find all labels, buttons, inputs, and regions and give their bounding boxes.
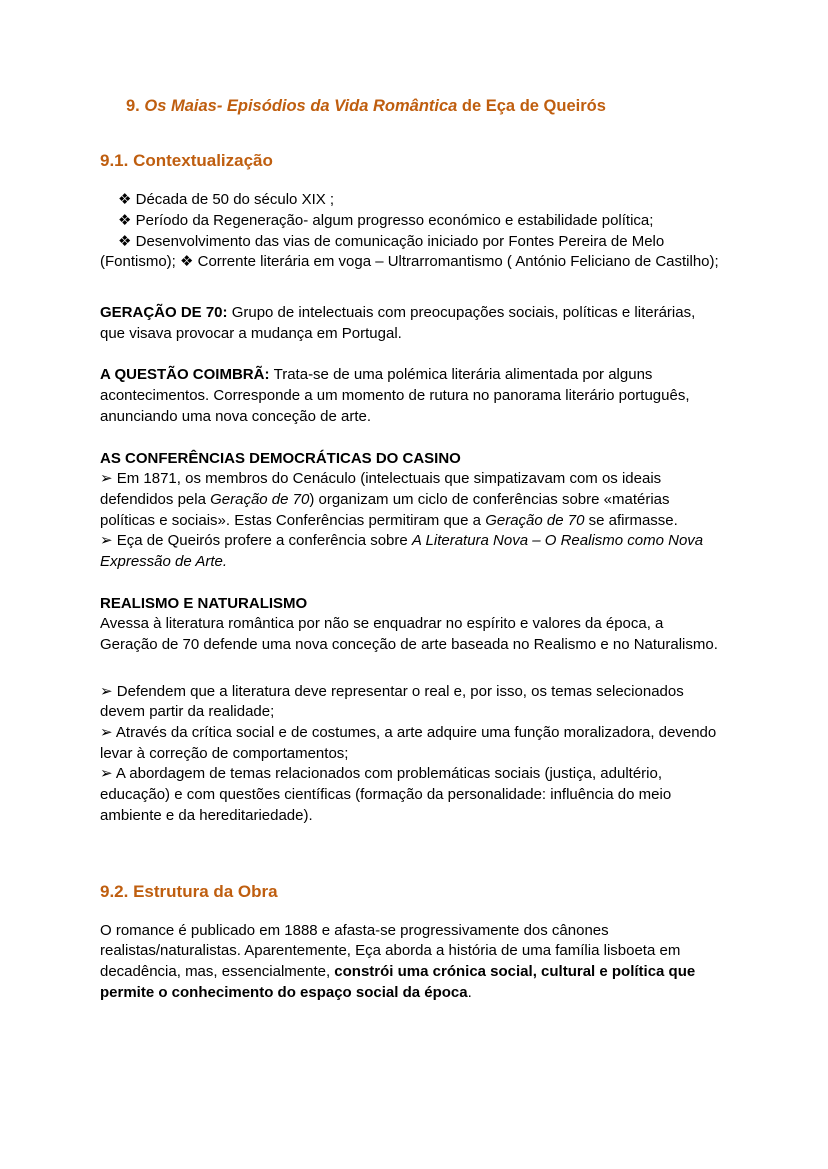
paragraph-questao-coimbra: A QUESTÃO COIMBRÃ: Trata-se de uma polémica literária alimentada por alguns acontecimentos. Corresponde a um momento de rutura no panorama literário português, anunciando uma nova conceção de arte. (100, 366, 690, 425)
bullet-decada: ❖ Década de 50 do século XIX ; (118, 191, 335, 209)
section-heading-estrutura: 9.2. Estrutura da Obra (100, 881, 278, 901)
section-heading-contextualizacao: 9.1. Contextualização (100, 151, 273, 171)
paragraph-realismo-bullet-2: ➢ Através da crítica social e de costumes, a arte adquire uma função moralizadora, devendo levar à correção de comportamentos; (100, 724, 717, 762)
paragraph-realismo-intro: Avessa à literatura romântica por não se enquadrar no espírito e valores da época, a Geração de 70 defende uma nova conceção de arte baseada no Realismo e no Naturalismo. (100, 615, 718, 654)
heading-conferencias-casino: AS CONFERÊNCIAS DEMOCRÁTICAS DO CASINO (100, 449, 461, 467)
doc-title: 9. Os Maias- Episódios da Vida Romântica de Eça de Queirós (126, 97, 606, 115)
paragraph-conferencias-2: ➢ Eça de Queirós profere a conferência sobre A Literatura Nova – O Realismo como Nova Expressão de Arte. (100, 532, 704, 570)
bullet-desenvolvimento: ❖ Desenvolvimento das vias de comunicação iniciado por Fontes Pereira de Melo (Fontismo); ❖ Corrente literária em voga – Ultrarromantismo ( António Feliciano de Castilho); (100, 232, 719, 271)
paragraph-conferencias-1: ➢ Em 1871, os membros do Cenáculo (intelectuais que simpatizavam com os ideais defendidos pela Geração de 70) organizam um ciclo de conferências sobre «matérias políticas e sociais». Estas Conferências permitiram que a Geração de 70 se afirmasse. (100, 470, 678, 529)
bullet-regeneracao: ❖ Período da Regeneração- algum progresso económico e estabilidade política; (118, 212, 654, 230)
paragraph-geracao-70: GERAÇÃO DE 70: Grupo de intelectuais com preocupações sociais, políticas e literárias, que visava provocar a mudança em Portugal. (100, 304, 696, 342)
heading-realismo-naturalismo: REALISMO E NATURALISMO (100, 594, 308, 612)
paragraph-estrutura: O romance é publicado em 1888 e afasta-se progressivamente dos cânones realistas/naturalistas. Aparentemente, Eça aborda a história de uma família lisboeta em decadência, mas, essencialmente, constrói uma crónica social, cultural e política que permite o conhecimento do espaço social da época. (100, 921, 696, 1001)
paragraph-realismo-bullet-3: ➢ A abordagem de temas relacionados com problemáticas sociais (justiça, adultério, educação) e com questões científicas (formação da personalidade: influência do meio ambiente e da hereditariedade). (100, 765, 672, 824)
paragraph-realismo-bullet-1: ➢ Defendem que a literatura deve representar o real e, por isso, os temas selecionados devem partir da realidade; (100, 682, 684, 721)
